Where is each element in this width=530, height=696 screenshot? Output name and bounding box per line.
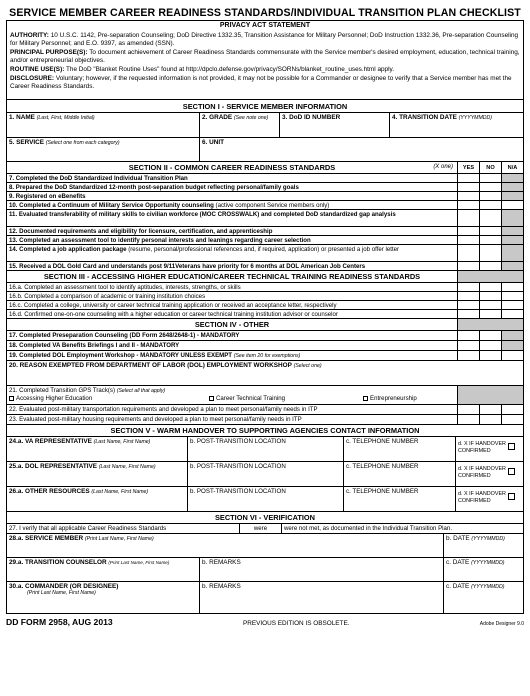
section-3-item-row <box>7 300 523 309</box>
section-2-no-box[interactable] <box>479 262 501 270</box>
yes-column-header: YES <box>457 162 479 173</box>
transition-counselor-field[interactable]: 29.a. TRANSITION COUNSELOR (Print Last Name, First Name) <box>9 559 170 566</box>
section-2-yes-box[interactable] <box>457 245 479 261</box>
track-higher-education[interactable]: Accessing Higher Education <box>9 395 149 402</box>
no-column-header: NO <box>479 162 501 173</box>
section-4-no-box[interactable] <box>479 341 501 350</box>
item-label: 10. Completed a Continuum of Military Service Opportunity counseling <box>9 202 214 209</box>
section-3-item-text: 16.d. Confirmed one-on-one counseling with a higher education or career technical training institution advisor or counselor <box>9 311 338 318</box>
section-2-heading: SECTION II - COMMON CAREER READINESS STANDARDS <box>128 163 336 172</box>
section-3-item-text: 16.b. Completed a comparison of academic or training institution choices <box>9 293 206 300</box>
item-label: 15. Received a DOL Gold Card and understands post 9/11Veterans have priority for 6 months at DOL American Job Centers <box>9 263 366 270</box>
section-1-heading-row <box>7 99 523 112</box>
section-3-yes-box[interactable] <box>457 301 479 309</box>
telephone-number-field[interactable]: c. TELEPHONE NUMBER <box>343 462 455 486</box>
section-4-yes-box[interactable] <box>457 351 479 360</box>
section-3-item-row <box>7 282 523 291</box>
section-2-yes-box[interactable] <box>457 192 479 200</box>
section-2-no-box[interactable] <box>479 183 501 191</box>
telephone-number-field[interactable]: c. TELEPHONE NUMBER <box>343 437 455 461</box>
item-22-row <box>7 404 523 414</box>
section-1-row-a <box>7 112 523 137</box>
section-2-yes-box[interactable] <box>457 236 479 244</box>
item-21-label: 21. Completed Transition GPS Track(s) <box>9 387 116 394</box>
section-4-na-box[interactable] <box>501 351 523 360</box>
section-2-no-box[interactable] <box>479 201 501 209</box>
item-28-row <box>7 533 523 557</box>
counselor-date-field[interactable]: c. DATE (YYYYMMDD) <box>443 558 523 581</box>
item-extra: (See item 20 for exemptions) <box>233 353 301 359</box>
section-4-heading: SECTION IV - OTHER <box>194 320 270 329</box>
unit-field[interactable]: 6. UNIT <box>199 138 523 161</box>
section-2-yes-box[interactable] <box>457 227 479 235</box>
obsolete-notice: PREVIOUS EDITION IS OBSOLETE. <box>242 620 350 627</box>
item-29-row <box>7 557 523 581</box>
post-transition-location-field[interactable]: b. POST-TRANSITION LOCATION <box>187 462 343 486</box>
form-body <box>6 20 524 614</box>
handover-row <box>7 461 523 486</box>
handover-confirmed-field[interactable]: d. X IF HANDOVER CONFIRMED <box>455 487 523 511</box>
section-4-item-text <box>7 351 457 360</box>
na-column-header: N/A <box>501 162 523 173</box>
service-member-date-field[interactable]: b. DATE (YYYYMMDD) <box>443 534 523 557</box>
transition-date-field[interactable]: 4. TRANSITION DATE (YYYYMMDD) <box>389 113 523 137</box>
service-member-signature-field[interactable]: 28.a. SERVICE MEMBER (Print Last Name, First Name) <box>9 535 154 542</box>
section-2-item-text <box>7 245 457 261</box>
section-4-item-text <box>7 331 457 340</box>
checkbox-icon <box>9 396 14 401</box>
section-2-na-box <box>501 245 523 261</box>
section-2-no-box[interactable] <box>479 192 501 200</box>
section-5-heading: SECTION V - WARM HANDOVER TO SUPPORTING AGENCIES CONTACT INFORMATION <box>110 426 420 435</box>
track-career-technical[interactable]: Career Technical Training <box>149 395 289 402</box>
post-transition-location-field[interactable]: b. POST-TRANSITION LOCATION <box>187 437 343 461</box>
post-transition-location-field[interactable]: b. POST-TRANSITION LOCATION <box>187 487 343 511</box>
section-6-heading: SECTION VI - VERIFICATION <box>214 513 316 522</box>
section-4-item-row <box>7 350 523 360</box>
were-option[interactable]: were <box>239 524 281 533</box>
item-27-text-b: were not met, as documented in the Individual Transition Plan. <box>281 524 523 533</box>
section-3-na-box[interactable] <box>501 310 523 318</box>
section-2-no-box[interactable] <box>479 236 501 244</box>
item-27-row <box>7 523 523 533</box>
section-5-items <box>7 436 523 511</box>
section-3-no-box[interactable] <box>479 310 501 318</box>
section-2-yes-box[interactable] <box>457 262 479 270</box>
authority-text: 10 U.S.C. 1142, Pre-separation Counseling; DoD Directive 1332.35, Transition Assistance for Military Personnel; DoD Instruction 1332.36, Pre-separation Counseling for Military Personnel; and E.O. 9397, as amended (SSN). <box>10 31 519 48</box>
checkbox-icon <box>508 443 515 450</box>
section-5-heading-row <box>7 424 523 436</box>
item-label: 11. Evaluated transferability of military skills to civilian workforce (MOC CROSSWALK) and completed DoD standardized gap analysis <box>9 211 396 218</box>
item-22-na-box[interactable] <box>501 405 523 414</box>
item-27-text-a: 27. I verify that all applicable Career Readiness Standards <box>9 525 167 532</box>
item-label: 8. Prepared the DoD Standardized 12-month post-separation budget reflecting personal/family goals <box>9 184 299 191</box>
section-2-item-text <box>7 236 457 244</box>
section-2-item-row <box>7 244 523 261</box>
item-label: 18. Completed VA Benefits Briefings I and II - MANDATORY <box>9 342 180 349</box>
authority-label: AUTHORITY: <box>10 31 49 39</box>
item-23-yes-box[interactable] <box>457 415 479 424</box>
section-4-item-text <box>7 341 457 350</box>
section-3-item-row <box>7 291 523 300</box>
section-4-no-box[interactable] <box>479 351 501 360</box>
section-4-items <box>7 330 523 360</box>
section-2-no-box[interactable] <box>479 245 501 261</box>
item-22-text: 22. Evaluated post-military transportation requirements and developed a plan to meet personal/family needs in ITP <box>9 406 318 413</box>
handover-row <box>7 486 523 511</box>
counselor-remarks-field[interactable]: b. REMARKS <box>199 558 443 581</box>
section-2-item-text <box>7 262 457 270</box>
purpose-text: To document achievement of Career Readiness Standards commensurate with the Service member's desired employment, education, technical training, and/or entrepreneurial objectives. <box>10 48 520 65</box>
item-extra: (active component Service members only) <box>215 202 330 209</box>
item-20-row <box>7 360 523 385</box>
privacy-heading: PRIVACY ACT STATEMENT <box>219 22 311 29</box>
checkbox-icon <box>508 468 515 475</box>
section-2-items <box>7 173 523 270</box>
section-6-heading-row <box>7 511 523 523</box>
item-label: 13. Completed an assessment tool to identify personal interests and leanings regarding career selection <box>9 237 311 244</box>
section-2-item-row <box>7 209 523 226</box>
section-3-heading-shade <box>457 271 523 282</box>
section-2-yes-box[interactable] <box>457 201 479 209</box>
representative-name-field[interactable]: 24.a. VA REPRESENTATIVE (Last Name, First Name) <box>9 438 151 445</box>
representative-name-field[interactable]: 26.a. OTHER RESOURCES (Last Name, First Name) <box>9 488 149 495</box>
handover-confirmed-field[interactable]: d. X IF HANDOVER CONFIRMED <box>455 437 523 461</box>
commander-date-field[interactable]: c. DATE (YYYYMMDD) <box>443 582 523 613</box>
item-21-hint: (Select all that apply) <box>116 388 166 394</box>
section-2-item-row <box>7 173 523 182</box>
section-2-na-box <box>501 227 523 235</box>
section-2-na-box <box>501 183 523 191</box>
commander-field[interactable]: 30.a. COMMANDER (OR DESIGNEE) (Print Last Name, First Name) <box>9 583 119 596</box>
item-label: 9. Registered on eBenefits <box>9 193 86 200</box>
item-21-row <box>7 385 523 404</box>
disclosure-text: Voluntary; however, if the requested information is not provided, it may not be possible for a Commander or designee to verify that a Service member has met the Career Readiness Standards. <box>10 74 512 91</box>
name-field[interactable]: 1. NAME (Last, First, Middle Initial) <box>9 114 95 121</box>
checkbox-icon <box>508 493 515 500</box>
section-4-item-row <box>7 330 523 340</box>
item-label: 17. Completed Preseparation Counseling (DD Form 2648/2648-1) - MANDATORY <box>9 332 240 339</box>
routine-use-label: ROUTINE USE(S): <box>10 65 65 73</box>
section-1-row-b <box>7 137 523 161</box>
section-2-na-box <box>501 174 523 182</box>
routine-use-text: The DoD "Blanket Routine Uses" found at http://dpclo.defense.gov/privacy/SORNs/blanket_routine_uses.html apply. <box>66 65 395 73</box>
section-2-item-row <box>7 261 523 270</box>
section-2-na-box <box>501 262 523 270</box>
representative-name-field[interactable]: 25.a. DOL REPRESENTATIVE (Last Name, First Name) <box>9 463 156 470</box>
section-2-item-text <box>7 183 457 191</box>
handover-row <box>7 436 523 461</box>
section-2-item-row <box>7 200 523 209</box>
item-30-row <box>7 581 523 613</box>
section-3-no-box[interactable] <box>479 283 501 291</box>
section-3-item-text: 16.c. Completed a college, university or career technical training application or received an acceptance letter, respectively <box>9 302 337 309</box>
section-2-item-text <box>7 174 457 182</box>
item-label: 12. Documented requirements and eligibility for licensure, certification, and apprenticeship <box>9 228 273 235</box>
section-2-na-box <box>501 192 523 200</box>
section-2-na-box <box>501 210 523 226</box>
grade-field[interactable]: 2. GRADE (See note one) <box>199 113 279 137</box>
section-3-no-box[interactable] <box>479 301 501 309</box>
section-2-item-text <box>7 210 457 226</box>
section-2-item-text <box>7 227 457 235</box>
item-label: 14. Completed a job application package <box>9 246 127 253</box>
section-3-heading: SECTION III - ACCESSING HIGHER EDUCATION/CAREER TECHNICAL TRAINING READINESS STANDARDS <box>43 272 421 281</box>
section-3-na-box[interactable] <box>501 283 523 291</box>
item-22-no-box[interactable] <box>479 405 501 414</box>
section-2-no-box[interactable] <box>479 174 501 182</box>
section-3-item-row <box>7 309 523 318</box>
form-id: DD FORM 2958, AUG 2013 <box>6 617 113 627</box>
designer-note: Adobe Designer 9.0 <box>479 621 524 627</box>
form-title: SERVICE MEMBER CAREER READINESS STANDARDS/INDIVIDUAL TRANSITION PLAN CHECKLIST <box>9 7 521 19</box>
disclosure-label: DISCLOSURE: <box>10 74 55 82</box>
section-3-na-box[interactable] <box>501 292 523 300</box>
service-field[interactable]: 5. SERVICE (Select one from each category) <box>9 139 120 146</box>
section-2-item-row <box>7 226 523 235</box>
section-3-items <box>7 282 523 318</box>
exemption-reason-field[interactable]: 20. REASON EXEMPTED FROM DEPARTMENT OF LABOR (DOL) EMPLOYMENT WORKSHOP (Select one) <box>9 362 322 369</box>
section-4-na-box <box>501 341 523 350</box>
item-23-row <box>7 414 523 424</box>
section-2-yes-box[interactable] <box>457 183 479 191</box>
section-2-na-box[interactable] <box>501 201 523 209</box>
item-23-text: 23. Evaluated post-military housing requirements and developed a plan to meet personal/family needs in ITP <box>9 416 302 423</box>
track-entrepreneurship[interactable]: Entrepreneurship <box>289 395 417 402</box>
section-2-no-box[interactable] <box>479 210 501 226</box>
section-2-yes-box[interactable] <box>457 210 479 226</box>
item-label: 7. Completed the DoD Standardized Individual Transition Plan <box>9 175 188 182</box>
section-4-yes-box[interactable] <box>457 331 479 340</box>
section-3-no-box[interactable] <box>479 292 501 300</box>
section-4-item-row <box>7 340 523 350</box>
section-4-yes-box[interactable] <box>457 341 479 350</box>
section-4-heading-row <box>7 318 523 330</box>
section-3-heading-row <box>7 270 523 282</box>
section-2-item-row <box>7 182 523 191</box>
checkbox-icon <box>209 396 214 401</box>
section-3-yes-box[interactable] <box>457 283 479 291</box>
section-2-item-row <box>7 235 523 244</box>
telephone-number-field[interactable]: c. TELEPHONE NUMBER <box>343 487 455 511</box>
handover-confirmed-field[interactable]: d. X IF HANDOVER CONFIRMED <box>455 462 523 486</box>
section-2-item-text <box>7 201 457 209</box>
section-2-item-row <box>7 191 523 200</box>
purpose-label: PRINCIPAL PURPOSE(S): <box>10 48 88 56</box>
item-extra: (resume, personal/professional references and, if required, application) or presented a job offer letter <box>128 246 400 253</box>
section-4-no-box[interactable] <box>479 331 501 340</box>
section-4-na-box <box>501 331 523 340</box>
section-4-heading-shade <box>457 319 523 330</box>
item-22-yes-box[interactable] <box>457 405 479 414</box>
section-2-item-text <box>7 192 457 200</box>
form-footer <box>6 615 524 627</box>
item-label: 19. Completed DOL Employment Workshop - MANDATORY UNLESS EXEMPT <box>9 352 233 359</box>
checkbox-icon <box>363 396 368 401</box>
section-2-na-box <box>501 236 523 244</box>
section-1-heading: SECTION I - SERVICE MEMBER INFORMATION <box>182 101 348 111</box>
item-23-no-box[interactable] <box>479 415 501 424</box>
section-3-item-text: 16.a. Completed an assessment tool to identify aptitudes, interests, strengths, or skills <box>9 284 241 291</box>
section-3-yes-box[interactable] <box>457 310 479 318</box>
section-3-yes-box[interactable] <box>457 292 479 300</box>
section-3-na-box[interactable] <box>501 301 523 309</box>
item-21-shade <box>457 386 523 404</box>
section-2-no-box[interactable] <box>479 227 501 235</box>
x-one-note: (X one) <box>433 164 453 170</box>
section-2-yes-box[interactable] <box>457 174 479 182</box>
item-23-na-box[interactable] <box>501 415 523 424</box>
commander-remarks-field[interactable]: b. REMARKS <box>199 582 443 613</box>
form-page <box>6 6 524 627</box>
dod-id-field[interactable]: 3. DoD ID NUMBER <box>279 113 389 137</box>
section-2-heading-row <box>7 161 523 173</box>
privacy-act-statement <box>7 21 523 99</box>
